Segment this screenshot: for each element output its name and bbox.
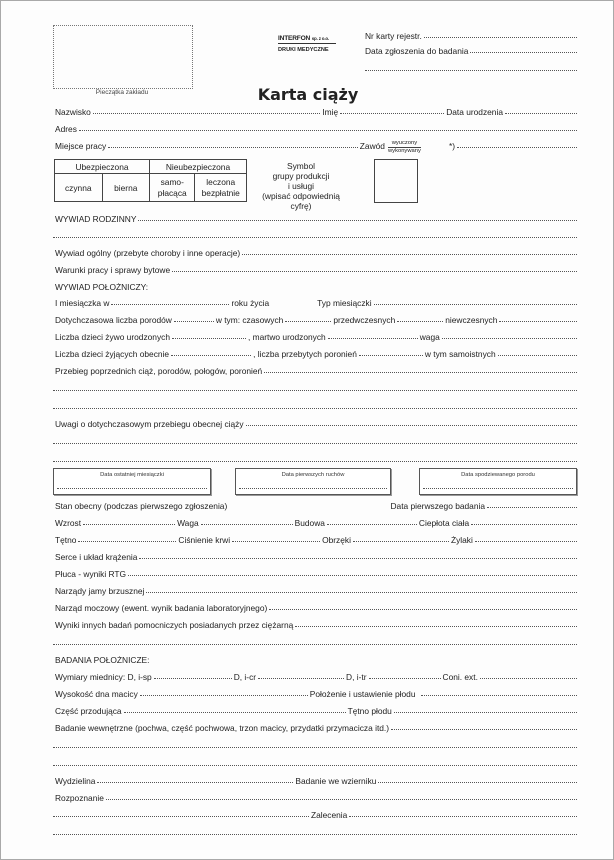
field-cisnienie[interactable] [232, 541, 320, 542]
field-czasowych[interactable] [285, 321, 331, 322]
row-rozpoznanie [53, 791, 577, 803]
label-adres: Adres [55, 124, 77, 134]
row-blank [53, 453, 577, 465]
box-caption: Data spodziewanego porodu [461, 472, 535, 478]
row-badania-heading [53, 653, 577, 665]
fill-line[interactable] [423, 488, 573, 489]
label-wywiad-rodzinny: WYWIAD RODZINNY [55, 214, 137, 224]
field-wewnetrzne[interactable] [391, 729, 577, 730]
field-waga-dzieci[interactable] [442, 338, 577, 339]
label-serce: Serce i układ krążenia [55, 552, 138, 562]
label-polozenie: Położenie i ustawienie płodu [309, 689, 416, 699]
field-moczowy[interactable] [269, 609, 577, 610]
label-czesc: Część przodująca [55, 706, 122, 716]
label-czasowych: w tym: czasowych [215, 315, 284, 325]
header-ubezpieczona: Ubezpieczona [55, 160, 150, 174]
label-cieplota: Ciepłota ciała [418, 518, 470, 528]
label-warunki: Warunki pracy i sprawy bytowe [55, 265, 171, 275]
row-wywiad-ogolny [53, 246, 577, 258]
symbol-caption [255, 161, 347, 211]
row-zywo-urodzonych [53, 330, 577, 342]
symbol-line: (wpisać odpowiednią cyfrę) [262, 191, 340, 211]
field-adres[interactable] [79, 130, 577, 131]
row-zalecenia [53, 808, 577, 820]
row-porody [53, 313, 577, 325]
fill-line[interactable] [365, 70, 577, 71]
field-imie[interactable] [340, 113, 444, 114]
fraction-bottom: wykonywany [388, 148, 421, 154]
row-blank [53, 826, 577, 838]
label-zylaki: Żylaki [450, 535, 473, 545]
row-wewnetrzne [53, 721, 577, 733]
label-wywiad-ogolny: Wywiad ogólny (przebyte choroby i inne operacje) [55, 248, 241, 258]
field-data-zgloszenia[interactable] [363, 44, 577, 56]
label-moczowy: Narząd moczowy (ewent. wynik badania laboratoryjnego) [55, 603, 268, 613]
stamp-label: Pieczątka zakładu [95, 89, 149, 96]
field-zalecenia[interactable] [349, 816, 577, 817]
field-data-urodzenia[interactable] [505, 113, 577, 114]
field-nr-karty[interactable] [363, 29, 577, 41]
field-przebieg[interactable] [264, 372, 577, 373]
field-zawod[interactable] [457, 147, 577, 148]
footnote-mark: *) [448, 141, 455, 151]
option-samoplacaca[interactable] [150, 174, 195, 202]
fraction-top: wyuczony [388, 140, 421, 148]
field-miejsce-pracy[interactable] [108, 147, 358, 148]
field-uwagi[interactable] [246, 425, 577, 426]
field-samoistnych[interactable] [498, 355, 577, 356]
field-pluca[interactable] [128, 575, 577, 576]
row-miesiaczka [53, 296, 577, 308]
insurance-table [54, 159, 247, 202]
label-rozpoznanie: Rozpoznanie [55, 793, 104, 803]
label-d-itr: D, i-tr [346, 672, 367, 682]
field-obrzeki[interactable] [353, 541, 449, 542]
row-zyjacych [53, 347, 577, 359]
option-leczona-bezplatnie[interactable] [195, 174, 247, 202]
row-blank [53, 757, 577, 769]
fill-line[interactable] [239, 488, 387, 489]
label-wyniki: Wyniki innych badań pomocniczych posiadanych przez ciężarną [55, 620, 294, 630]
label-liczba-porodow: Dotychczasowa liczba porodów [55, 315, 172, 325]
label-imie: Imię [322, 107, 339, 117]
label-stan-obecny: Stan obecny (podczas pierwszego zgłoszenia) [55, 501, 228, 511]
row-wzrost [53, 516, 577, 528]
box-data-pierwszych-ruchow[interactable] [235, 468, 391, 495]
box-caption: Data pierwszych ruchów [281, 472, 345, 478]
row-moczowy [53, 601, 577, 613]
field-extra-header[interactable] [365, 62, 577, 74]
field-warunki[interactable] [172, 271, 577, 272]
field-narzady[interactable] [146, 592, 577, 593]
field-wydzielina[interactable] [97, 782, 293, 783]
field-nazwisko[interactable] [93, 113, 321, 114]
row-przebieg [53, 364, 577, 376]
label-roku-zycia: roku życia [231, 298, 270, 308]
stamp-box [53, 25, 193, 89]
label-data-urodzenia: Data urodzenia [446, 107, 503, 117]
label-coni: Coni. ext. [442, 672, 478, 682]
logo-name: INTERFON [278, 35, 311, 42]
label-wymiary: Wymiary miednicy: D, i-sp [55, 672, 152, 682]
fill-line[interactable] [424, 37, 577, 38]
label-narzady: Narządy jamy brzusznej [55, 586, 145, 596]
publisher-tagline: DRUKI MEDYCZNE [278, 47, 329, 53]
line2: płacąca [157, 187, 187, 198]
fill-line[interactable] [53, 747, 577, 748]
logo-suffix: sp. z o.o. [311, 36, 330, 41]
section-heading: WYWIAD POŁOŻNICZY: [55, 282, 149, 292]
label-wzrost: Wzrost [55, 518, 82, 528]
field-waga[interactable] [201, 524, 293, 525]
line1: samo- [160, 176, 184, 187]
row-uwagi [53, 417, 577, 429]
field-liczba-porodow[interactable] [174, 321, 214, 322]
field-wzierniku[interactable] [378, 782, 577, 783]
field-poronien[interactable] [359, 355, 423, 356]
label-waga: waga [419, 332, 440, 342]
field-d-itr[interactable] [369, 678, 441, 679]
option-czynna[interactable]: czynna [55, 174, 103, 202]
row-wywiad-rodzinny [53, 212, 577, 224]
symbol-line: Symbol [287, 161, 315, 171]
field-wywiad-ogolny[interactable] [242, 254, 577, 255]
label-pluca: Płuca - wyniki RTG [55, 569, 127, 579]
row-blank [53, 739, 577, 751]
field-przedwczesnych[interactable] [397, 321, 443, 322]
label-przedwczesnych: przedwczesnych [333, 315, 396, 325]
label: Nr karty rejestr. [365, 31, 422, 41]
fill-line[interactable] [53, 834, 577, 835]
label-przebieg: Przebieg poprzednich ciąż, porodów, połogów, poronień [55, 366, 263, 376]
label-zywo-urodzonych: Liczba dzieci żywo urodzonych [55, 332, 170, 342]
field-serce[interactable] [139, 558, 577, 559]
field-zyjacych[interactable] [171, 355, 251, 356]
row-pluca [53, 567, 577, 579]
fill-line[interactable] [53, 390, 577, 391]
row-wywiad-polozniczy [53, 280, 577, 292]
label-data-pierwszego-badania: Data pierwszego badania [390, 501, 485, 511]
field-polozenie[interactable] [421, 695, 577, 696]
label: Data zgłoszenia do badania [365, 46, 469, 56]
label-wzierniku: Badanie we wzierniku [295, 776, 377, 786]
label-zyjacych: Liczba dzieci żyjących obecnie [55, 349, 170, 359]
label-wydzielina: Wydzielina [55, 776, 96, 786]
row-tetno [53, 533, 577, 545]
field-d-icr[interactable] [258, 678, 344, 679]
field-typ-miesiaczki[interactable] [374, 304, 577, 305]
field-wywiad-rodzinny[interactable] [138, 220, 577, 221]
row-stan-obecny [53, 499, 577, 511]
label-waga: Waga [177, 518, 199, 528]
label-zawod: Zawód [359, 141, 385, 151]
field-zywo-urodzonych[interactable] [172, 338, 246, 339]
box-caption: Data ostatniej miesiączki [100, 472, 164, 478]
field-data-pierwszego-badania[interactable] [487, 507, 577, 508]
row-narzady [53, 584, 577, 596]
row-blank [53, 400, 577, 412]
box-data-ostatniej-miesiaczki[interactable] [53, 468, 211, 495]
symbol-line: grupy produkcji [272, 171, 330, 181]
label-budowa: Budowa [294, 518, 325, 528]
row-blank [53, 229, 577, 241]
row-wymiary [53, 670, 577, 682]
fill-line[interactable] [53, 765, 577, 766]
field-rozpoznanie-cont[interactable] [53, 816, 309, 817]
zawod-fraction [388, 140, 421, 155]
label-obrzeki: Obrzęki [322, 535, 351, 545]
label-tetno: Tętno [55, 535, 77, 545]
label-uwagi: Uwagi o dotychczasowym przebiegu obecnej ciąży [55, 419, 244, 429]
field-wyniki[interactable] [295, 626, 577, 627]
fill-line[interactable] [470, 52, 577, 53]
row-blank [53, 435, 577, 447]
field-d-isp[interactable] [154, 678, 232, 679]
option-bierna[interactable]: bierna [102, 174, 150, 202]
field-tetno[interactable] [78, 541, 176, 542]
label-samoistnych: w tym samoistnych [424, 349, 496, 359]
field-wysokosc[interactable] [140, 695, 308, 696]
fill-line[interactable] [53, 408, 577, 409]
field-rozpoznanie[interactable] [106, 799, 577, 800]
field-wzrost[interactable] [83, 524, 175, 525]
publisher-logo [278, 35, 336, 44]
row-personal-1 [53, 105, 577, 117]
fill-line[interactable] [53, 461, 577, 462]
field-niewczesnych[interactable] [499, 321, 577, 322]
row-serce [53, 550, 577, 562]
label-poronien: , liczba przebytych poronień [253, 349, 357, 359]
page-title: Karta ciąży [257, 85, 359, 104]
box-data-spodziewanego-porodu[interactable] [419, 468, 577, 495]
label-zalecenia: Zalecenia [311, 810, 348, 820]
label-wewnetrzne: Badanie wewnętrzne (pochwa, część pochwowa, trzon macicy, przydatki przymacicza itd.) [55, 723, 390, 733]
row-wysokosc [53, 687, 577, 699]
row-miejsce-pracy [53, 139, 577, 151]
label-martwo-urodzonych: , martwo urodzonych [247, 332, 326, 342]
field-budowa[interactable] [327, 524, 417, 525]
line1: leczona [206, 176, 236, 187]
fill-line[interactable] [53, 443, 577, 444]
field-cieplota[interactable] [471, 524, 577, 525]
field-tetno-plodu[interactable] [394, 712, 577, 713]
row-adres [53, 122, 577, 134]
label-tetno-plodu: Tętno płodu [347, 706, 392, 716]
label-miejsce-pracy: Miejsce pracy [55, 141, 107, 151]
fill-line[interactable] [53, 644, 577, 645]
label-cisnienie: Ciśnienie krwi [178, 535, 231, 545]
row-warunki [53, 263, 577, 275]
header-nieubezpieczona: Nieubezpieczona [150, 160, 247, 174]
field-czesc[interactable] [124, 712, 346, 713]
fill-line[interactable] [57, 488, 207, 489]
label-d-icr: D, i-cr [233, 672, 257, 682]
symbol-input-box[interactable] [374, 159, 418, 203]
label-niewczesnych: niewczesnych [445, 315, 498, 325]
label-nazwisko: Nazwisko [55, 107, 91, 117]
label-miesiaczka: I miesiączka w [55, 298, 110, 308]
field-martwo-urodzonych[interactable] [328, 338, 418, 339]
field-zylaki[interactable] [475, 541, 577, 542]
row-wyniki [53, 618, 577, 630]
field-miesiaczka-wiek[interactable] [111, 304, 229, 305]
section-heading: BADANIA POŁOŻNICZE: [55, 655, 150, 665]
row-czesc [53, 704, 577, 716]
row-blank [53, 636, 577, 648]
field-coni[interactable] [480, 678, 577, 679]
symbol-line: i usługi [287, 181, 315, 191]
label-typ-miesiaczki: Typ miesiączki [317, 298, 372, 308]
row-wydzielina [53, 774, 577, 786]
label-wysokosc: Wysokość dna macicy [55, 689, 138, 699]
row-blank [53, 382, 577, 394]
line2: bezpłatnie [201, 187, 240, 198]
fill-line[interactable] [53, 237, 577, 238]
